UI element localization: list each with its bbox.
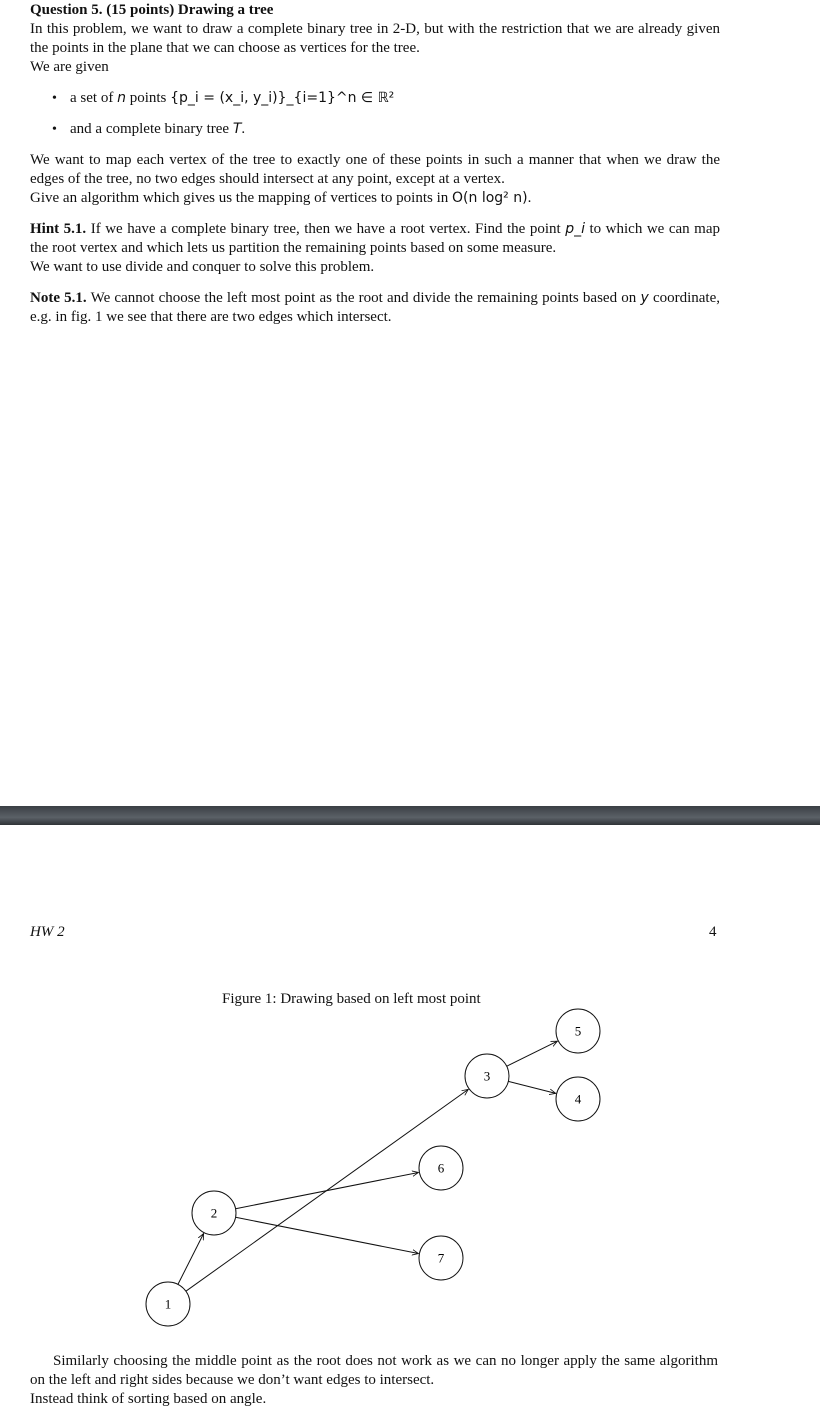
tree-node-6 xyxy=(419,1146,463,1190)
edge-1-2 xyxy=(178,1234,204,1285)
node-label: 4 xyxy=(574,1091,582,1107)
list-item: • and a complete binary tree T. xyxy=(52,121,246,137)
edge-2-7 xyxy=(236,1217,419,1253)
node-label: 1 xyxy=(164,1296,172,1312)
points-set-formula: {p_i = (x_i, y_i)}_{i=1}^n ∈ ℝ² xyxy=(170,90,395,106)
tree-node-4 xyxy=(556,1077,600,1121)
closing-paragraph: Similarly choosing the middle point as the root does not work as we can no longer apply the same algorithm on the left and right sides because we don’t want edges to intersect. xyxy=(30,1353,718,1388)
tree-node-5 xyxy=(556,1009,600,1053)
note-label: Note 5.1. xyxy=(30,290,87,306)
complexity-formula: O(n log² n) xyxy=(452,190,528,206)
hint-label: Hint 5.1. xyxy=(30,221,87,237)
node-label: 5 xyxy=(574,1023,582,1039)
body-paragraph: We want to map each vertex of the tree to exactly one of these points in such a manner that when we draw the edges of the tree, no two edges should intersect at any point, except at a vertex. xyxy=(30,152,720,187)
given-list xyxy=(52,89,720,139)
given-label: We are given xyxy=(30,59,109,75)
edge-2-6 xyxy=(236,1172,419,1208)
complexity-sentence: Give an algorithm which gives us the mapping of vertices to points in O(n log² n). xyxy=(30,190,532,206)
note-paragraph: Note 5.1. We cannot choose the left most point as the root and divide the remaining points based on y coordinate, e.g. in fig. 1 we see that there are two edges which intersect. xyxy=(30,290,720,325)
bullet-icon: • xyxy=(52,91,57,106)
running-header: HW 2 xyxy=(30,924,65,940)
tree-figure xyxy=(0,825,820,1345)
bullet-icon: • xyxy=(52,122,57,137)
node-label: 2 xyxy=(210,1205,218,1221)
closing-hint: Instead think of sorting based on angle. xyxy=(30,1391,267,1407)
question-intro: In this problem, we want to draw a complete binary tree in 2-D, but with the restriction that we are already given the points in the plane that we can choose as vertices for the tree. xyxy=(30,21,720,56)
page-separator xyxy=(0,806,820,825)
edge-3-4 xyxy=(508,1081,555,1093)
node-label: 6 xyxy=(437,1160,445,1176)
figure-caption: Figure 1: Drawing based on left most point xyxy=(222,991,481,1007)
question-title: Question 5. (15 points) Drawing a tree xyxy=(30,2,274,18)
tree-node-2 xyxy=(192,1191,236,1235)
nodes-layer xyxy=(146,1009,600,1326)
edge-3-5 xyxy=(507,1041,558,1066)
question-section xyxy=(30,0,720,327)
tree-node-7 xyxy=(419,1236,463,1280)
node-label: 3 xyxy=(483,1068,491,1084)
node-label: 7 xyxy=(437,1250,445,1266)
page-number: 4 xyxy=(709,924,717,940)
document-page-2 xyxy=(0,825,820,1420)
list-item: • a set of n points {p_i = (x_i, y_i)}_{i=1}^n ∈ ℝ² xyxy=(52,90,395,106)
closing-section xyxy=(30,1352,718,1409)
tree-node-1 xyxy=(146,1282,190,1326)
hint-paragraph: Hint 5.1. If we have a complete binary tree, then we have a root vertex. Find the point p_i to which we can map the root vertex and which lets us partition the remaining points based on some measure. xyxy=(30,221,720,256)
hint-followup: We want to use divide and conquer to solve this problem. xyxy=(30,259,375,275)
tree-node-3 xyxy=(465,1054,509,1098)
